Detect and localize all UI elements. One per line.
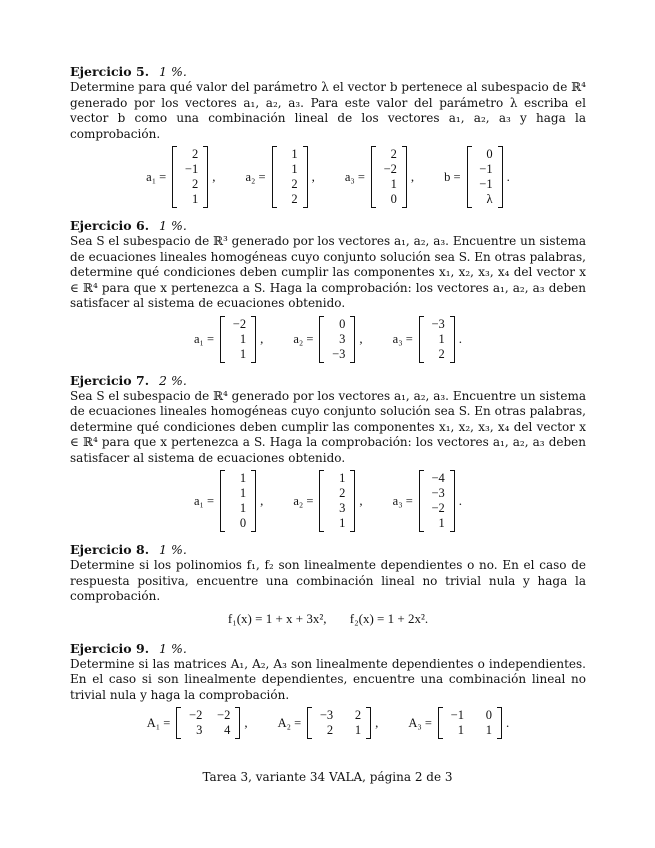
vector-entry: 1 (191, 192, 199, 206)
matrix-entry: 3 (196, 723, 203, 737)
matrix-label: A₃ = (408, 715, 432, 730)
punctuation: , (311, 169, 315, 184)
matrix-entry: −2 (189, 708, 203, 722)
matrix-entry: 1 (457, 723, 464, 737)
vector-entry: 1 (291, 162, 298, 176)
vector-entry: 2 (390, 147, 397, 161)
vector-entry: 0 (239, 516, 247, 530)
exercise-9 (70, 641, 586, 740)
punctuation: , (359, 331, 363, 346)
exercise-weight: 2 %. (159, 372, 187, 388)
vector-a2 (245, 146, 314, 208)
vector-label: a₂ = (245, 169, 266, 184)
vector-entry: −2 (383, 162, 397, 176)
column-vector (419, 470, 455, 532)
vector-row (70, 146, 586, 208)
vector-entry: −2 (431, 501, 445, 515)
vector-entry: 2 (291, 192, 298, 206)
vector-label: a₃ = (392, 493, 413, 508)
exercise-title: Ejercicio 9. (70, 640, 150, 656)
matrix-entry: 2 (354, 708, 362, 722)
vector-entry: 3 (339, 501, 346, 515)
vector-label: a₁ = (193, 493, 215, 508)
exercise-5 (70, 64, 586, 208)
vector-entry: −2 (232, 316, 247, 331)
punctuation: , (260, 493, 264, 508)
vector-a1 (194, 316, 263, 363)
exercise-weight: 1 %. (159, 218, 187, 233)
matrix-a2 (278, 707, 379, 739)
vector-entry: 2 (191, 177, 199, 191)
vector-entry: 1 (390, 177, 397, 191)
column-vector (467, 146, 503, 208)
vector-entry: 1 (239, 501, 247, 515)
vector-entry: 2 (339, 486, 346, 500)
vector-a2 (293, 316, 362, 363)
vector-entry: 0 (390, 192, 397, 206)
vector-b (444, 146, 510, 208)
exercise-text: Determine si los polinomios f₁, f₂ son linealmente dependientes o no. En el caso de respuesta positiva, encuentre una combinación lineal no trivial nula y haga la comprobación. (70, 558, 586, 603)
exercise-title: Ejercicio 8. (70, 542, 150, 557)
matrix-2x2 (307, 707, 371, 739)
matrix-row (70, 707, 586, 739)
punctuation: , (260, 331, 264, 346)
exercise-title: Ejercicio 6. (70, 218, 150, 233)
matrix-a1 (147, 707, 248, 739)
exercise-7 (70, 373, 586, 533)
vector-label: a₃ = (392, 331, 413, 346)
exercise-weight: 1 %. (159, 640, 187, 656)
matrix-2x2 (438, 707, 502, 739)
exercise-text: Determine para qué valor del parámetro λ el vector b pertenece al subespacio de ℝ⁴ generado por los vectores a₁, a₂, a₃. Para este valor del parámetro λ escriba el vector b como una combinación lineal de los vectores a₁, a₂, a₃ y haga la comprobación. (70, 80, 586, 141)
vector-entry: −1 (184, 162, 199, 176)
vector-a3 (393, 470, 462, 532)
page-footer: Tarea 3, variante 34 VALA, página 2 de 3 (202, 770, 453, 784)
vector-entry: −3 (332, 346, 346, 361)
vector-entry: λ (486, 192, 493, 206)
vector-entry: −1 (479, 177, 493, 191)
vector-entry: 1 (339, 516, 346, 530)
column-vector (419, 316, 455, 363)
exercise-text: Sea S el subespacio de ℝ³ generado por los vectores a₁, a₂, a₃. Encuentre un sistema de ecuaciones lineales homogéneas cuyo conjunto solución sea S. En otras palabras, determine qué condiciones deben cumplir las componentes x₁, x₂, x₃, x₄ del vector x ∈ ℝ⁴ para que x pertenezca a S. Haga la comprobación: los vectores a₁, a₂, a₃ deben satisfacer al sistema de ecuaciones obtenido. (70, 234, 586, 310)
matrix-entry: −2 (217, 708, 231, 722)
matrix-2x2 (176, 707, 240, 739)
vector-a1 (146, 146, 215, 208)
matrix-entry: 2 (326, 723, 334, 737)
vector-label: a₂ = (293, 331, 314, 346)
vector-entry: 1 (239, 331, 247, 346)
column-vector (172, 146, 208, 208)
matrix-entry: −1 (450, 708, 464, 722)
column-vector (319, 316, 355, 363)
matrix-entry: 0 (485, 708, 492, 722)
column-vector (220, 316, 256, 363)
exercise-title: Ejercicio 5. (70, 64, 150, 79)
vector-entry: −3 (431, 486, 445, 500)
punctuation: , (359, 493, 363, 508)
vector-label: a₁ = (146, 169, 167, 184)
exercise-title: Ejercicio 7. (70, 372, 150, 388)
vector-entry: 1 (339, 471, 346, 485)
exercise-text: Sea S el subespacio de ℝ⁴ generado por los vectores a₁, a₂, a₃. Encuentre un sistema de ecuaciones lineales homogéneas cuyo conjunto solución sea S. En otras palabras, determine qué condiciones deben cumplir las componentes x₁, x₂, x₃, x₄ del vector x ∈ ℝ⁴ para que x pertenezca a S. Haga la comprobación: los vectores a₁, a₂, a₃ deben satisfacer al sistema de ecuaciones obtenido. (70, 388, 586, 465)
vector-entry: −1 (479, 162, 493, 176)
vector-entry: −4 (431, 471, 445, 485)
polynomial-f2: f₂(x) = 1 + 2x². (349, 610, 429, 626)
vector-entry: 1 (438, 516, 445, 530)
vector-a2 (293, 470, 362, 532)
vector-entry: 1 (239, 486, 247, 500)
matrix-entry: 1 (354, 723, 362, 737)
punctuation: . (458, 331, 463, 346)
vector-entry: 3 (339, 331, 346, 346)
vector-entry: 1 (291, 147, 298, 161)
vector-a1 (194, 470, 263, 532)
exercise-6 (70, 218, 586, 363)
punctuation: . (458, 493, 463, 508)
vector-entry: 2 (191, 147, 199, 161)
exercise-text: Determine si las matrices A₁, A₂, A₃ son linealmente dependientes o independientes. En el caso si son linealmente dependientes, encuentre una combinación lineal no trivial nula y haga la comprobación. (70, 656, 586, 702)
column-vector (272, 146, 308, 208)
exercise-weight: 1 %. (159, 64, 187, 79)
vector-entry: 0 (486, 147, 493, 161)
vector-a3 (393, 316, 462, 363)
punctuation: . (505, 715, 510, 730)
punctuation: , (375, 715, 379, 730)
vector-a3 (345, 146, 414, 208)
vector-row (70, 316, 586, 363)
exercise-weight: 1 %. (159, 542, 187, 557)
vector-label: a₃ = (344, 169, 365, 184)
vector-label: a₂ = (293, 493, 314, 508)
vector-label: b = (444, 169, 461, 184)
vector-entry: 1 (438, 331, 445, 346)
vector-row (70, 470, 586, 532)
column-vector (319, 470, 355, 532)
polynomial-f1: f₁(x) = 1 + x + 3x², (227, 610, 327, 626)
column-vector (371, 146, 407, 208)
vector-entry: −3 (431, 316, 445, 331)
matrix-entry: 4 (224, 723, 231, 737)
punctuation: . (506, 169, 510, 184)
polynomial-row (70, 611, 586, 627)
matrix-label: A₂ = (277, 715, 302, 730)
vector-entry: 1 (239, 471, 247, 485)
exercise-8 (70, 542, 586, 627)
matrix-a3 (408, 707, 509, 739)
vector-label: a₁ = (193, 331, 215, 346)
vector-entry: 2 (291, 177, 298, 191)
vector-entry: 2 (438, 346, 445, 361)
vector-entry: 0 (339, 316, 346, 331)
punctuation: , (212, 169, 216, 184)
punctuation: , (410, 169, 415, 184)
matrix-label: A₁ = (146, 715, 171, 730)
document-page (70, 64, 586, 749)
punctuation: , (244, 715, 248, 730)
matrix-entry: −3 (319, 708, 334, 722)
column-vector (220, 470, 256, 532)
vector-entry: 1 (239, 346, 247, 361)
matrix-entry: 1 (485, 723, 492, 737)
